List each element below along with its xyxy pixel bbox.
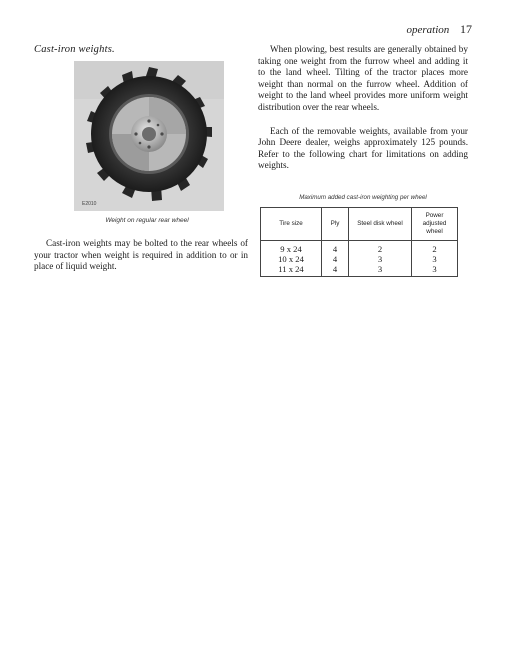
table-cell: 2 xyxy=(349,240,412,254)
table-cell: 3 xyxy=(412,254,458,264)
table-cell: 4 xyxy=(322,264,349,277)
table-cell: 4 xyxy=(322,240,349,254)
left-column xyxy=(34,44,248,273)
table-title: Maximum added cast-iron weighting per wheel xyxy=(299,193,427,201)
right-column xyxy=(258,44,468,277)
table-cell: 3 xyxy=(349,254,412,264)
table-cell: 11 x 24 xyxy=(261,264,322,277)
tire-photo xyxy=(74,61,224,211)
column-header-steel-disk-wheel: Steel disk wheel xyxy=(349,207,412,240)
column-header-tire-size: Tire size xyxy=(261,207,322,240)
table-row xyxy=(261,264,458,277)
table-row xyxy=(261,254,458,264)
left-paragraph: Cast-iron weights may be bolted to the rear wheels of your tractor when weight is required in addition to or in place of liquid weight. xyxy=(34,238,248,272)
table-cell: 10 x 24 xyxy=(261,254,322,264)
table-row xyxy=(261,240,458,254)
section-heading: Cast-iron weights. xyxy=(34,44,115,55)
running-head-section: operation xyxy=(406,24,450,36)
table-cell: 3 xyxy=(412,264,458,277)
right-paragraph-2: Each of the removable weights, available from your John Deere dealer, weighs approximately 125 pounds. Refer to the following chart for limitations on adding weights. xyxy=(258,125,468,171)
column-header-power-adjusted-wheel: Power adjusted wheel xyxy=(412,207,458,240)
column-header-ply: Ply xyxy=(322,207,349,240)
table-cell: 9 x 24 xyxy=(261,240,322,254)
weights-table xyxy=(260,207,458,277)
photo-mark: E2010 xyxy=(82,201,97,207)
table-cell: 3 xyxy=(349,264,412,277)
table-cell: 2 xyxy=(412,240,458,254)
table-cell: 4 xyxy=(322,254,349,264)
tractor-wheel-illustration xyxy=(74,61,224,211)
photo-caption: Weight on regular rear wheel xyxy=(105,217,189,224)
running-head xyxy=(406,22,472,37)
page-number: 17 xyxy=(460,22,472,36)
right-paragraph-1: When plowing, best results are generally obtained by taking one weight from the furrow wheel and adding it to the land wheel. Tilting of the tractor places more weight than normal on the furrow wheel. Addition of weight to the land wheel provides more uniform weight distribution over the rear wheels. xyxy=(258,44,468,112)
table-header-row xyxy=(261,207,458,240)
